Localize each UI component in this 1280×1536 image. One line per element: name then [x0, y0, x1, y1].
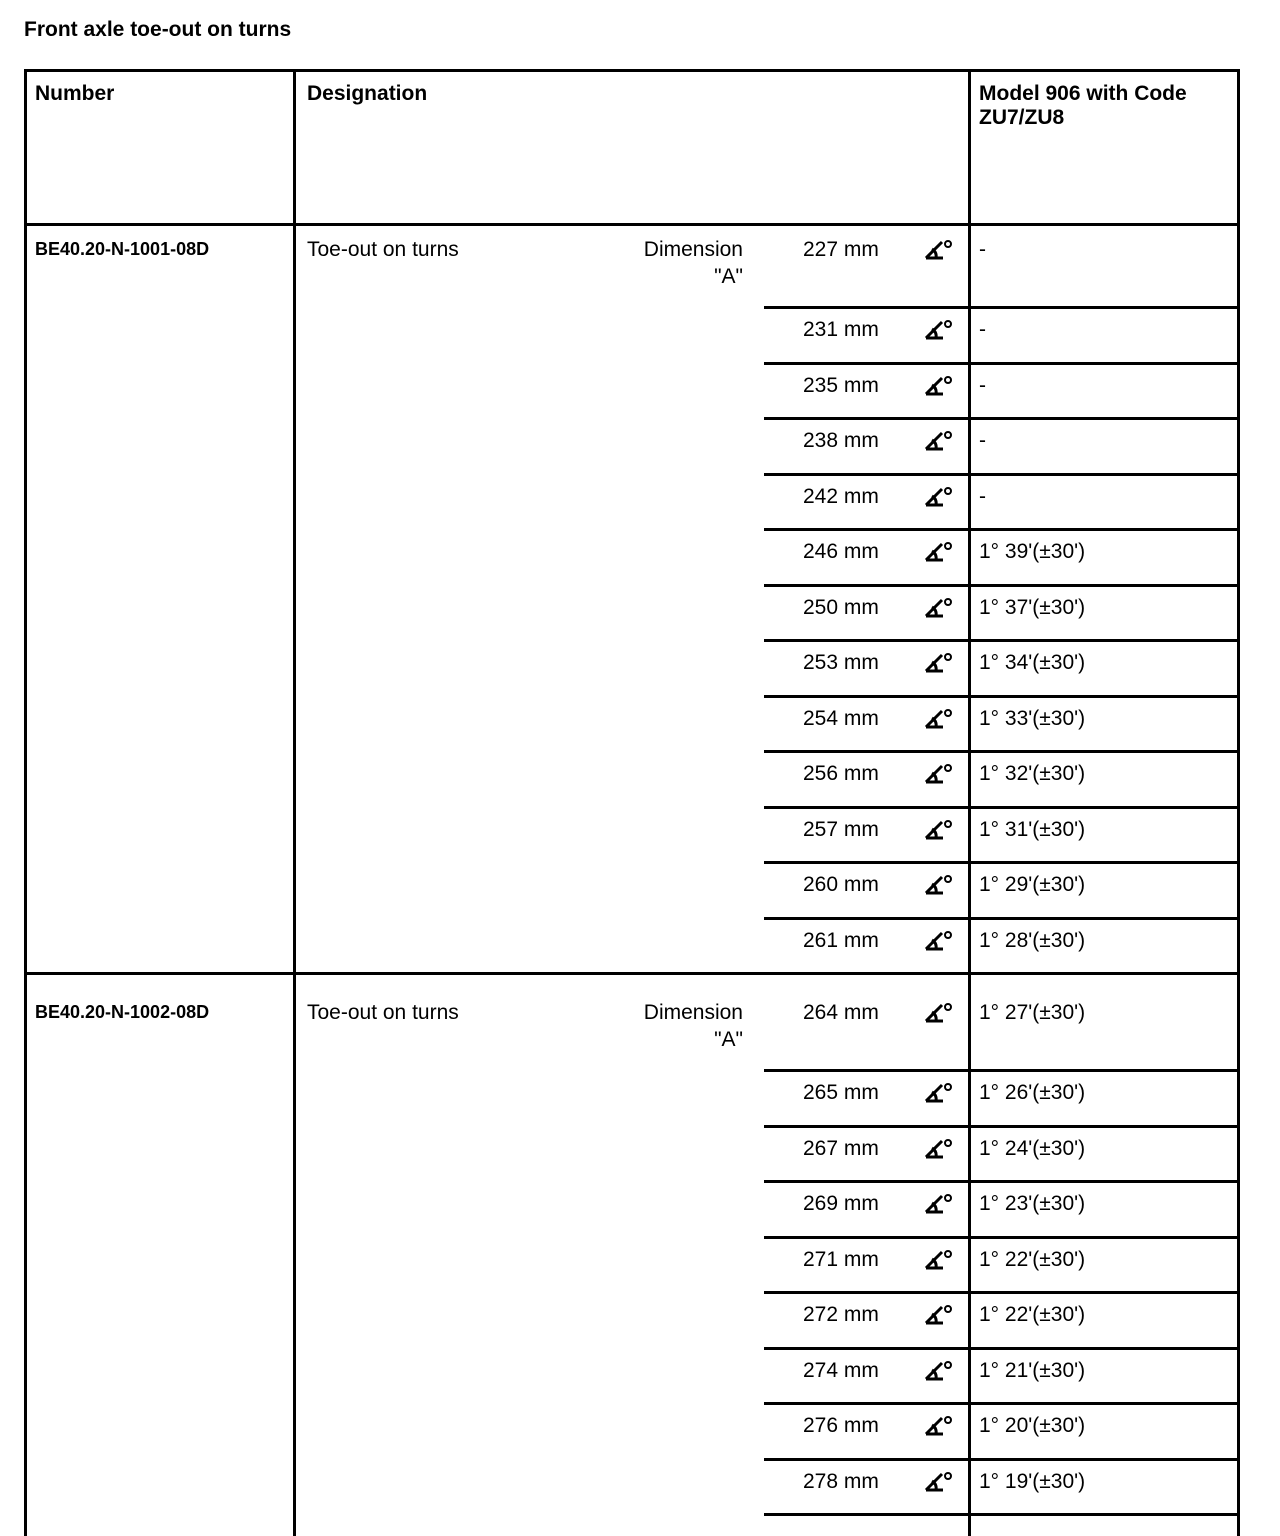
row-divider — [764, 639, 1237, 642]
column-divider — [293, 72, 296, 1536]
dimension-mm: 264 mm — [803, 1001, 879, 1024]
dimension-mm: 238 mm — [803, 429, 879, 452]
dimension-mm: 267 mm — [803, 1136, 879, 1160]
row-divider — [764, 1402, 1237, 1405]
dimension-mm: 253 mm — [803, 651, 879, 674]
dimension-mm: 235 mm — [803, 373, 879, 397]
row-divider — [764, 1180, 1237, 1183]
angle-degree-icon — [923, 1081, 955, 1105]
dimension-mm: 246 mm — [803, 540, 879, 563]
angle-degree-icon — [923, 429, 955, 453]
row-divider — [764, 1458, 1237, 1461]
dimension-mm: 227 mm — [803, 238, 879, 261]
header-model: Model 906 with Code ZU7/ZU8 — [979, 82, 1187, 129]
header-number: Number — [35, 82, 115, 105]
dimension-mm: 278 mm — [803, 1469, 879, 1493]
dimension-mm: 242 mm — [803, 484, 879, 508]
row-divider — [764, 695, 1237, 698]
dimension-mm: 274 mm — [803, 1358, 879, 1382]
row-divider — [764, 917, 1237, 920]
angle-degree-icon — [923, 374, 955, 398]
row-divider — [764, 750, 1237, 753]
angle-degree-icon — [923, 1470, 955, 1494]
dimension-mm: 276 mm — [803, 1414, 879, 1437]
toe-out-value: 1° 29'(±30') — [979, 873, 1086, 896]
angle-degree-icon — [923, 762, 955, 786]
angle-degree-icon — [923, 1192, 955, 1216]
dimension-mm: 254 mm — [803, 706, 879, 730]
row-designation: Toe-out on turns — [307, 238, 459, 261]
row-divider — [764, 362, 1237, 365]
header-divider — [27, 223, 1237, 226]
toe-out-value: 1° 39'(±30') — [979, 540, 1086, 563]
angle-degree-icon — [923, 1303, 955, 1327]
toe-out-value: 1° 23'(±30') — [979, 1192, 1086, 1215]
angle-degree-icon — [923, 929, 955, 953]
row-divider — [764, 1236, 1237, 1239]
dimension-mm: 260 mm — [803, 873, 879, 896]
row-number: BE40.20-N-1001-08D — [35, 239, 210, 259]
toe-out-value: - — [979, 484, 986, 508]
toe-out-value: 1° 21'(±30') — [979, 1358, 1086, 1382]
toe-out-value: - — [979, 238, 986, 261]
row-number: BE40.20-N-1002-08D — [35, 1002, 210, 1022]
toe-out-value: 1° 33'(±30') — [979, 706, 1086, 730]
toe-out-value: - — [979, 429, 986, 452]
angle-degree-icon — [923, 540, 955, 564]
toe-out-value: 1° 34'(±30') — [979, 651, 1086, 674]
dimension-mm: 250 mm — [803, 595, 879, 619]
row-divider — [764, 528, 1237, 531]
angle-degree-icon — [923, 318, 955, 342]
dimension-mm: 272 mm — [803, 1303, 879, 1326]
toe-out-value: - — [979, 373, 986, 397]
angle-degree-icon — [923, 1137, 955, 1161]
angle-degree-icon — [923, 873, 955, 897]
toe-out-value: - — [979, 318, 986, 341]
angle-degree-icon — [923, 1248, 955, 1272]
dimension-mm: 231 mm — [803, 318, 879, 341]
dimension-mm: 265 mm — [803, 1081, 879, 1104]
dimension-mm: 257 mm — [803, 817, 879, 841]
dimension-mm: 256 mm — [803, 762, 879, 785]
angle-degree-icon — [923, 596, 955, 620]
row-divider — [764, 1347, 1237, 1350]
toe-out-table — [24, 69, 1240, 1536]
toe-out-value: 1° 31'(±30') — [979, 817, 1086, 841]
row-divider — [764, 1291, 1237, 1294]
dimension-label: Dimension "A" — [643, 238, 743, 288]
row-divider — [764, 1513, 1237, 1516]
row-divider — [764, 861, 1237, 864]
toe-out-value: 1° 22'(±30') — [979, 1247, 1086, 1271]
angle-degree-icon — [923, 818, 955, 842]
toe-out-value: 1° 26'(±30') — [979, 1081, 1086, 1104]
angle-degree-icon — [923, 1414, 955, 1438]
dimension-mm: 269 mm — [803, 1192, 879, 1215]
toe-out-value: 1° 28'(±30') — [979, 928, 1086, 952]
row-divider — [764, 806, 1237, 809]
row-divider — [764, 417, 1237, 420]
angle-degree-icon — [923, 707, 955, 731]
toe-out-value: 1° 19'(±30') — [979, 1469, 1086, 1493]
angle-degree-icon — [923, 651, 955, 675]
dimension-mm: 261 mm — [803, 928, 879, 952]
row-divider — [764, 584, 1237, 587]
angle-degree-icon — [923, 238, 955, 262]
angle-degree-icon — [923, 1001, 955, 1025]
toe-out-value: 1° 27'(±30') — [979, 1001, 1086, 1024]
toe-out-value: 1° 32'(±30') — [979, 762, 1086, 785]
angle-degree-icon — [923, 485, 955, 509]
row-divider — [764, 473, 1237, 476]
group-divider — [27, 972, 1237, 975]
angle-degree-icon — [923, 1359, 955, 1383]
column-divider — [968, 72, 971, 1536]
toe-out-value: 1° 20'(±30') — [979, 1414, 1086, 1437]
dimension-label: Dimension "A" — [643, 1001, 743, 1051]
toe-out-value: 1° 37'(±30') — [979, 595, 1086, 619]
row-divider — [764, 1125, 1237, 1128]
toe-out-value: 1° 22'(±30') — [979, 1303, 1086, 1326]
page-title: Front axle toe-out on turns — [24, 18, 292, 41]
toe-out-value: 1° 24'(±30') — [979, 1136, 1086, 1160]
row-divider — [764, 306, 1237, 309]
row-designation: Toe-out on turns — [307, 1001, 459, 1024]
header-designation: Designation — [307, 82, 428, 105]
row-divider — [764, 1069, 1237, 1072]
dimension-mm: 271 mm — [803, 1247, 879, 1271]
